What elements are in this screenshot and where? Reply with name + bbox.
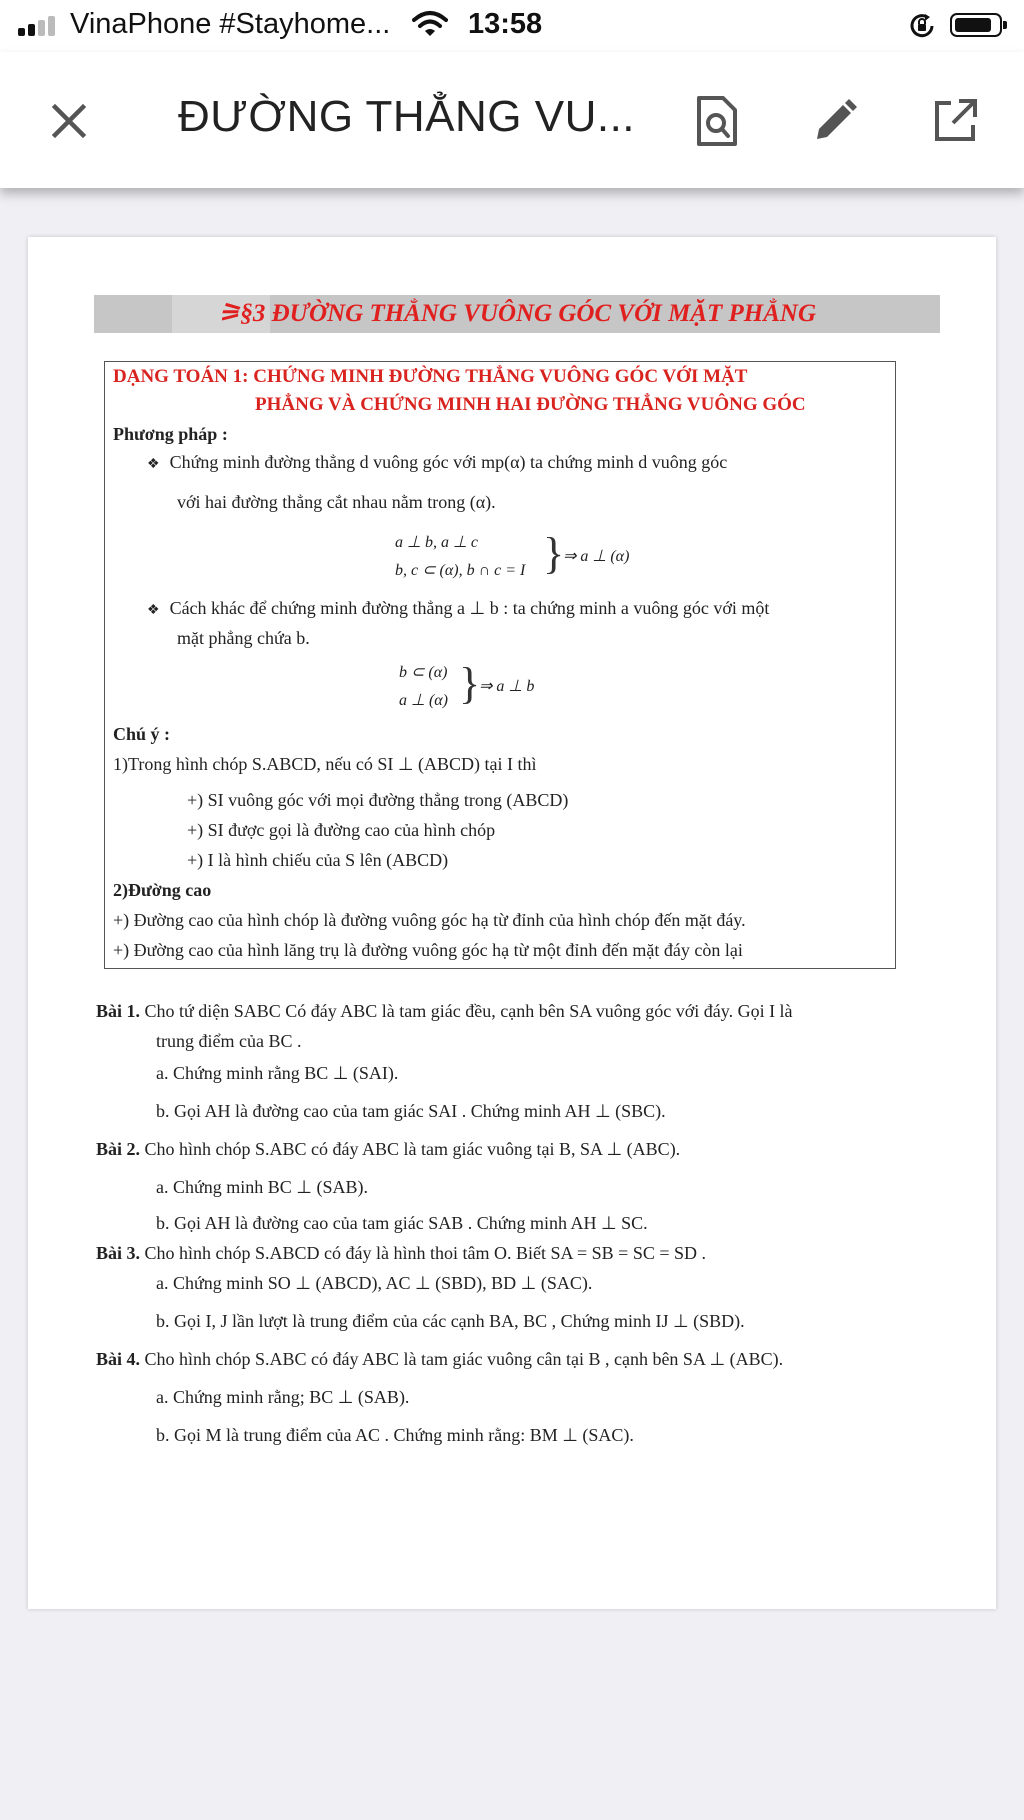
open-external-icon[interactable] bbox=[926, 92, 984, 150]
bullet1-line2: với hai đường thẳng cắt nhau nằm trong (α). bbox=[177, 492, 496, 512]
exercise-2-a: a. Chứng minh BC ⊥ (SAB). bbox=[156, 1177, 368, 1197]
status-bar bbox=[0, 0, 1024, 52]
formula2-line1: b ⊂ (α) bbox=[399, 664, 448, 681]
note1-b: +) SI được gọi là đường cao của hình chóp bbox=[187, 820, 496, 840]
search-document-icon[interactable] bbox=[688, 92, 746, 150]
exercise-3-b: b. Gọi I, J lần lượt là trung điểm của các cạnh BA, BC , Chứng minh IJ ⊥ (SBD). bbox=[156, 1311, 745, 1331]
exercise-2-line1: Bài 2. Cho hình chóp S.ABC có đáy ABC là tam giác vuông tại B, SA ⊥ (ABC). bbox=[96, 1139, 681, 1159]
app-toolbar bbox=[0, 52, 1024, 188]
section-banner bbox=[94, 295, 940, 333]
document-title: ĐƯỜNG THẲNG VU... bbox=[178, 92, 636, 141]
formula1-line1: a ⊥ b, a ⊥ c bbox=[395, 534, 478, 551]
formula2-result: ⇒ a ⊥ b bbox=[479, 678, 535, 695]
note2-a: +) Đường cao của hình chóp là đường vuông góc hạ từ đỉnh của hình chóp đến mặt đáy. bbox=[113, 910, 746, 930]
box-title-line1: DẠNG TOÁN 1: CHỨNG MINH ĐƯỜNG THẲNG VUÔNG GÓC VỚI MẶT bbox=[113, 366, 748, 387]
method-label: Phương pháp : bbox=[113, 424, 228, 444]
note2-label: 2)Đường cao bbox=[113, 880, 212, 900]
cellular-signal-icon bbox=[18, 16, 62, 36]
rotation-lock-icon bbox=[908, 12, 936, 45]
exercise-1-line1: Bài 1. Cho tứ diện SABC Có đáy ABC là tam giác đều, cạnh bên SA vuông góc với đáy. Gọi I là bbox=[96, 1001, 793, 1021]
exercise-2-b: b. Gọi AH là đường cao của tam giác SAB . Chứng minh AH ⊥ SC. bbox=[156, 1213, 648, 1233]
note-label: Chú ý : bbox=[113, 724, 171, 744]
exercise-3-line1: Bài 3. Cho hình chóp S.ABCD có đáy là hình thoi tâm O. Biết SA = SB = SC = SD . bbox=[96, 1243, 707, 1263]
formula1-result: ⇒ a ⊥ (α) bbox=[563, 548, 630, 565]
carrier-name: VinaPhone #Stayhome... bbox=[70, 8, 391, 40]
wifi-icon bbox=[412, 10, 448, 43]
exercise-4-b: b. Gọi M là trung điểm của AC . Chứng minh rằng: BM ⊥ (SAC). bbox=[156, 1425, 634, 1445]
brace-icon: } bbox=[543, 529, 565, 578]
edit-pencil-icon[interactable] bbox=[806, 92, 864, 150]
box-title-line2: PHẲNG VÀ CHỨNG MINH HAI ĐƯỜNG THẲNG VUÔNG GÓC bbox=[255, 394, 806, 415]
section-title: ⚞§3 ĐƯỜNG THẲNG VUÔNG GÓC VỚI MẶT PHẲNG bbox=[217, 300, 817, 327]
exercise-3-a: a. Chứng minh SO ⊥ (ABCD), AC ⊥ (SBD), BD ⊥ (SAC). bbox=[156, 1273, 593, 1293]
brace-icon: } bbox=[459, 659, 481, 708]
bullet2-line2: mặt phẳng chứa b. bbox=[177, 628, 310, 648]
formula1-line2: b, c ⊂ (α), b ∩ c = I bbox=[395, 562, 526, 579]
note1-c: +) I là hình chiếu của S lên (ABCD) bbox=[187, 850, 449, 870]
bullet-icon: ❖ bbox=[147, 603, 160, 618]
formula2-line2: a ⊥ (α) bbox=[399, 692, 448, 709]
exercise-1-a: a. Chứng minh rằng BC ⊥ (SAI). bbox=[156, 1063, 399, 1083]
method-box bbox=[104, 361, 896, 969]
bullet-icon: ❖ bbox=[147, 457, 160, 472]
clock-time: 13:58 bbox=[468, 8, 543, 40]
battery-icon bbox=[950, 13, 1002, 37]
bullet1-line1: ❖ Chứng minh đường thẳng d vuông góc với mp(α) ta chứng minh d vuông góc bbox=[147, 452, 728, 472]
exercise-1-b: b. Gọi AH là đường cao của tam giác SAI . Chứng minh AH ⊥ (SBC). bbox=[156, 1101, 666, 1121]
exercise-4-line1: Bài 4. Cho hình chóp S.ABC có đáy ABC là tam giác vuông cân tại B , cạnh bên SA ⊥ (ABC). bbox=[96, 1349, 784, 1369]
note1: 1)Trong hình chóp S.ABCD, nếu có SI ⊥ (ABCD) tại I thì bbox=[113, 754, 537, 774]
document-page[interactable] bbox=[28, 237, 996, 1609]
bullet2-line1: ❖ Cách khác để chứng minh đường thẳng a ⊥ b : ta chứng minh a vuông góc với một bbox=[147, 598, 770, 618]
exercise-1-line2: trung điểm của BC . bbox=[156, 1031, 302, 1051]
close-icon[interactable] bbox=[40, 92, 98, 150]
note2-b: +) Đường cao của hình lăng trụ là đường vuông góc hạ từ một đỉnh đến mặt đáy còn lại bbox=[113, 940, 743, 960]
exercise-4-a: a. Chứng minh rằng; BC ⊥ (SAB). bbox=[156, 1387, 410, 1407]
note1-a: +) SI vuông góc với mọi đường thẳng trong (ABCD) bbox=[187, 790, 569, 810]
